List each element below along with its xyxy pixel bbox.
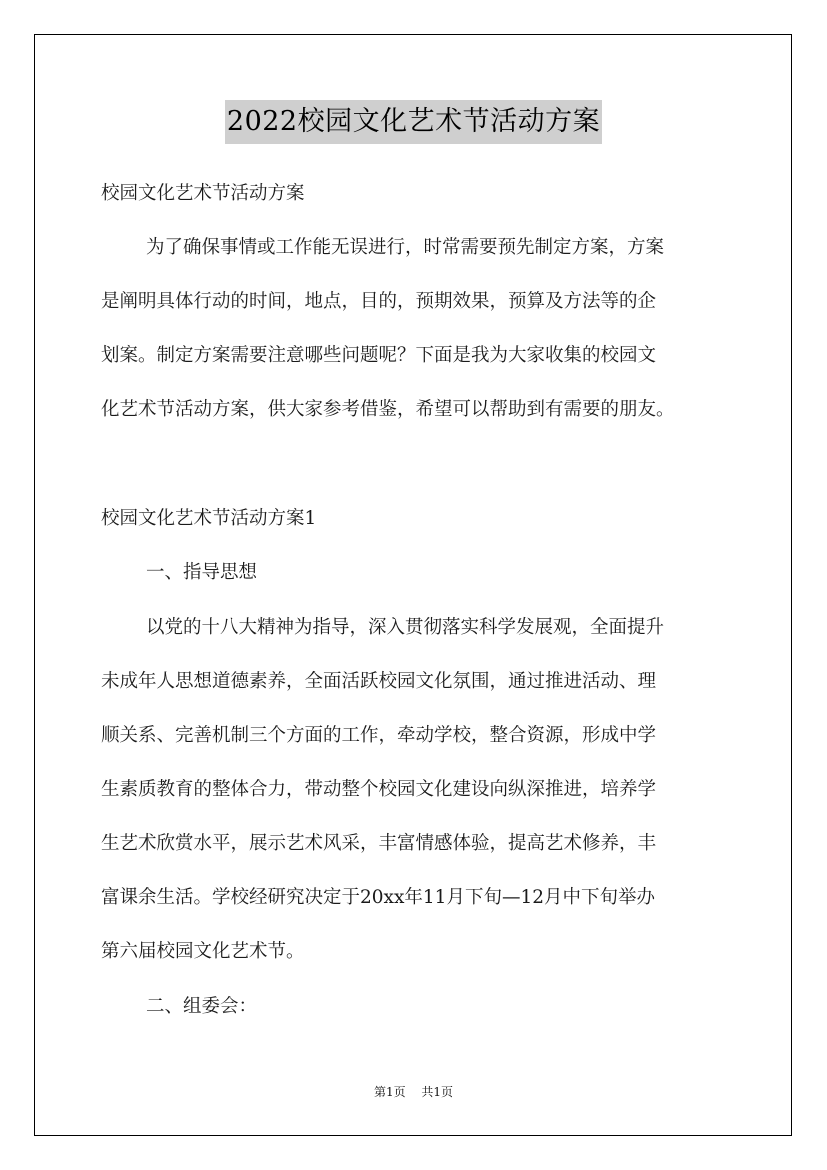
heading-committee: 二、组委会： bbox=[146, 996, 258, 1017]
body-line-3: 顺关系、完善机制三个方面的工作，牵动学校，整合资源，形成中学 bbox=[101, 725, 657, 746]
body-line-6: 富课余生活。学校经研究决定于20xx年11月下旬—12月中下旬举办 bbox=[101, 887, 655, 908]
document-title: 2022校园文化艺术节活动方案 bbox=[225, 100, 602, 144]
page-total: 共1页 bbox=[421, 1085, 454, 1099]
intro-line-4: 化艺术节活动方案，供大家参考借鉴，希望可以帮助到有需要的朋友。 bbox=[101, 399, 675, 420]
body-line-1: 以党的十八大精神为指导，深入贯彻落实科学发展观，全面提升 bbox=[146, 617, 665, 638]
body-line-4: 生素质教育的整体合力，带动整个校园文化建设向纵深推进，培养学 bbox=[101, 779, 657, 800]
page-number: 第1页 bbox=[373, 1085, 406, 1099]
body-line-2: 未成年人思想道德素养，全面活跃校园文化氛围，通过推进活动、理 bbox=[101, 671, 657, 692]
section-heading: 校园文化艺术节活动方案1 bbox=[101, 508, 317, 529]
intro-line-3: 划案。制定方案需要注意哪些问题呢？下面是我为大家收集的校园文 bbox=[101, 345, 657, 366]
body-line-5: 生艺术欣赏水平，展示艺术风采，丰富情感体验，提高艺术修养，丰 bbox=[101, 833, 657, 854]
body-line-7: 第六届校园文化艺术节。 bbox=[101, 941, 305, 962]
intro-line-1: 为了确保事情或工作能无误进行，时常需要预先制定方案，方案 bbox=[146, 237, 665, 258]
title-container bbox=[0, 100, 827, 144]
heading-guiding-ideology: 一、指导思想 bbox=[146, 562, 258, 583]
page-footer bbox=[0, 1083, 827, 1100]
subtitle: 校园文化艺术节活动方案 bbox=[101, 183, 305, 204]
intro-line-2: 是阐明具体行动的时间，地点，目的，预期效果，预算及方法等的企 bbox=[101, 291, 657, 312]
